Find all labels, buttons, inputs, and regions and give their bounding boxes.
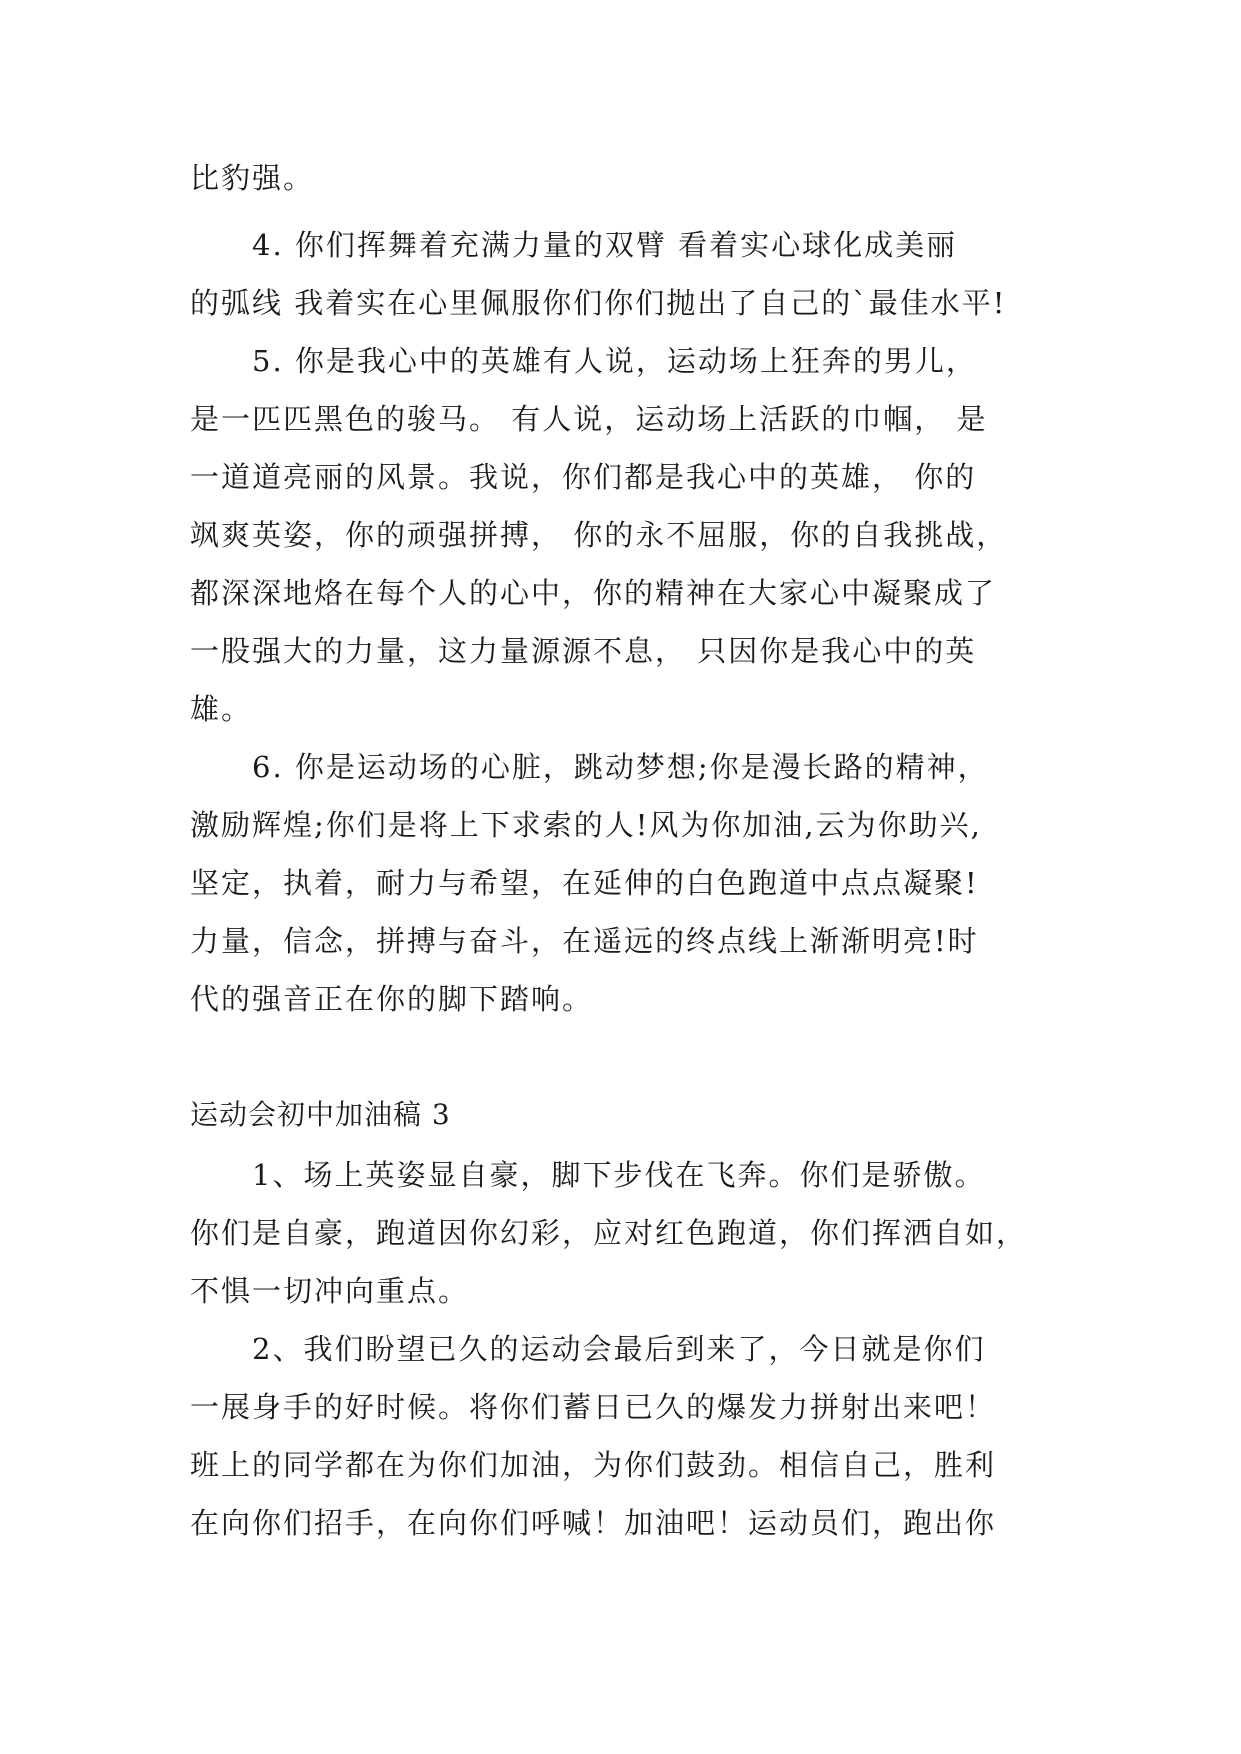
paragraph-line: 都深深地烙在每个人的心中，你的精神在大家心中凝聚成了 (190, 576, 997, 610)
paragraph-line: 代的强音正在你的脚下踏响。 (190, 982, 594, 1016)
paragraph-line: 激励辉煌;你们是将上下求索的人!风为你加油,云为你助兴, (190, 808, 982, 842)
paragraph-line: 1、场上英姿显自豪，脚下步伐在飞奔。你们是骄傲。 (252, 1158, 986, 1192)
paragraph-line: 班上的同学都在为你们加油，为你们鼓劲。相信自己，胜利 (190, 1448, 997, 1482)
paragraph-line: 2、我们盼望已久的运动会最后到来了，今日就是你们 (252, 1332, 986, 1366)
paragraph-line: 6. 你是运动场的心脏，跳动梦想;你是漫长路的精神， (252, 750, 989, 784)
paragraph-line: 一展身手的好时候。将你们蓄日已久的爆发力拼射出来吧！ (190, 1390, 997, 1424)
paragraph-line: 4. 你们挥舞着充满力量的双臂 看着实心球化成美丽 (252, 228, 958, 262)
paragraph-line: 的弧线 我着实在心里佩服你们你们抛出了自己的`最佳水平! (190, 286, 1007, 320)
paragraph-line: 你们是自豪，跑道因你幻彩，应对红色跑道，你们挥洒自如， (190, 1216, 1028, 1250)
paragraph-line: 比豹强。 (190, 161, 315, 195)
paragraph-line: 力量，信念，拼搏与奋斗，在遥远的终点线上渐渐明亮!时 (190, 924, 979, 958)
paragraph-line: 不惧一切冲向重点。 (190, 1274, 470, 1308)
paragraph-line: 雄。 (190, 692, 253, 726)
section-heading: 运动会初中加油稿 3 (190, 1098, 451, 1131)
paragraph-line: 5. 你是我心中的英雄有人说，运动场上狂奔的男儿， (252, 344, 977, 378)
paragraph-line: 坚定，执着，耐力与希望，在延伸的白色跑道中点点凝聚! (190, 866, 979, 900)
paragraph-line: 是一匹匹黑色的骏马。 有人说，运动场上活跃的巾帼， 是 (190, 402, 988, 436)
paragraph-line: 飒爽英姿，你的顽强拼搏， 你的永不屈服，你的自我挑战， (190, 518, 1008, 552)
paragraph-line: 一股强大的力量，这力量源源不息， 只因你是我心中的英 (190, 634, 977, 668)
paragraph-line: 在向你们招手，在向你们呼喊！加油吧！运动员们，跑出你 (190, 1506, 997, 1540)
paragraph-line: 一道道亮丽的风景。我说，你们都是我心中的英雄， 你的 (190, 460, 977, 494)
